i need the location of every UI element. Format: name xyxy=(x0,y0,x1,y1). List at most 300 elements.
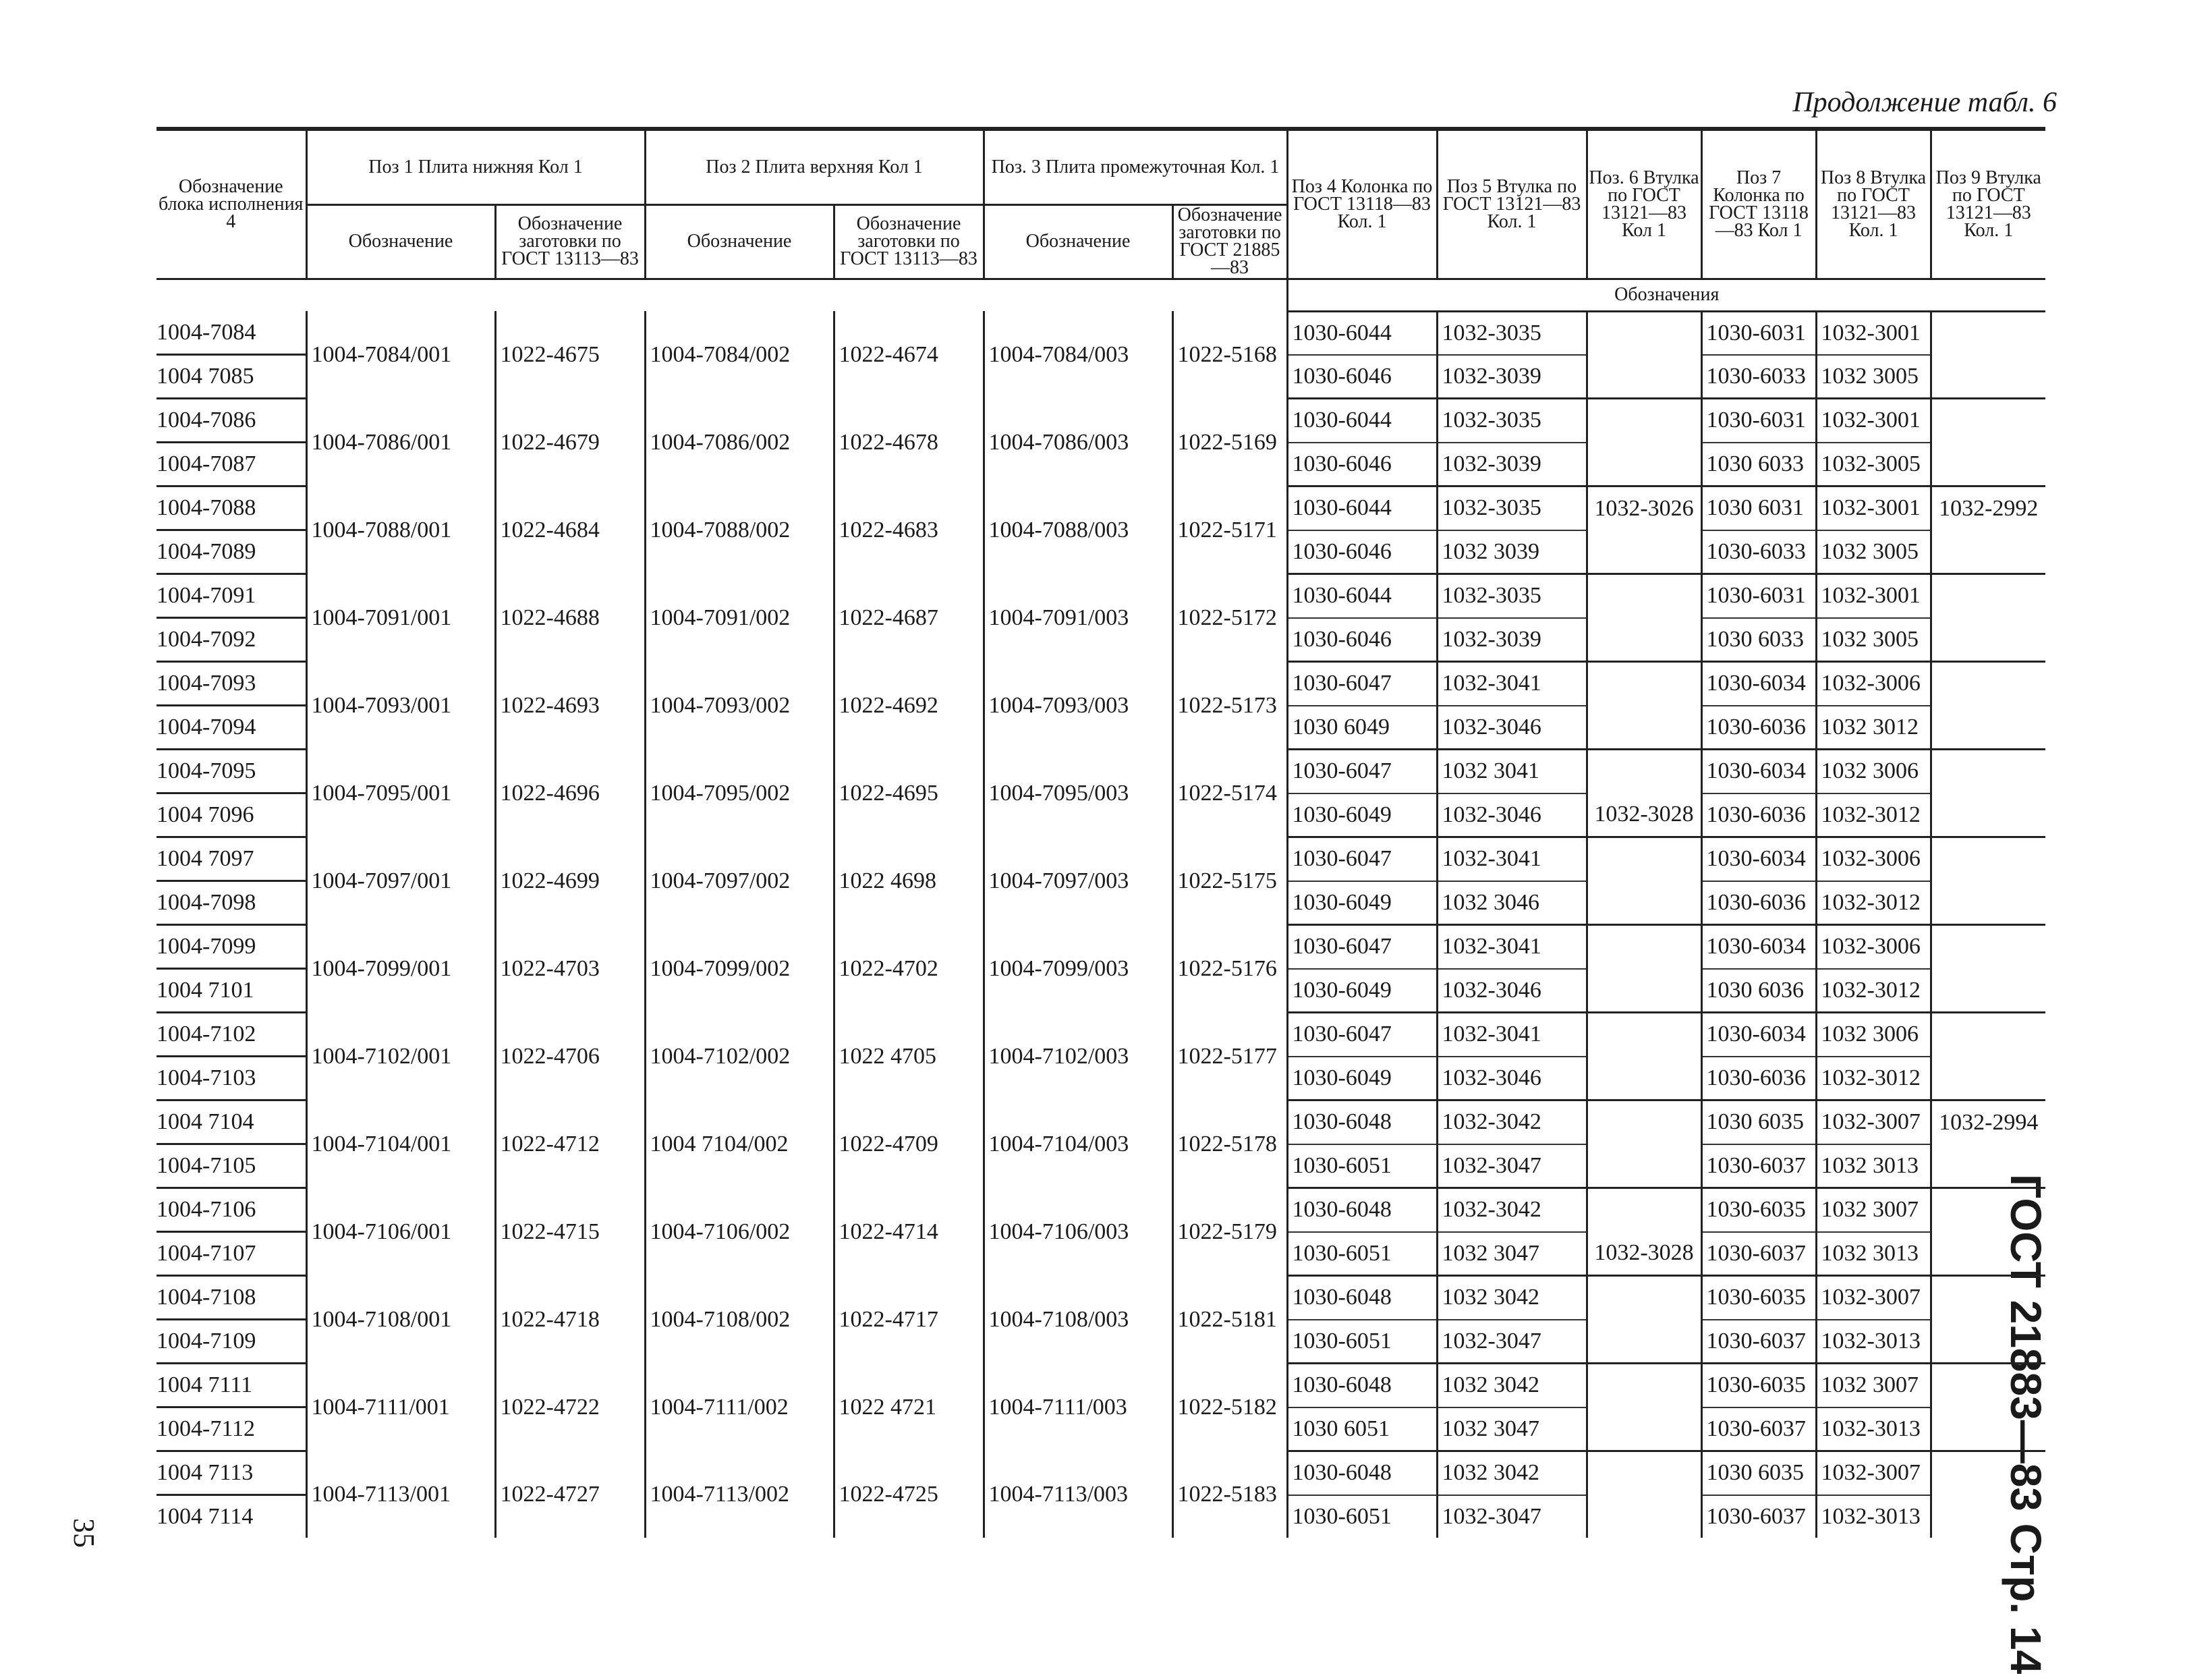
cell-r19-c0: 1004-7105 xyxy=(157,1144,306,1188)
cell-r9-c0: 1004-7094 xyxy=(157,706,306,750)
cell-r14-c0: 1004-7099 xyxy=(157,925,306,969)
cell-r25-c7: 1030 6051 xyxy=(1287,1407,1437,1451)
cell-r21-c0: 1004-7107 xyxy=(157,1232,306,1276)
cell-r16-c7: 1030-6047 xyxy=(1287,1013,1437,1057)
cell-r13-c9 xyxy=(1587,881,1701,925)
cell-r15-c10: 1030 6036 xyxy=(1701,969,1816,1013)
cell-r26-c0: 1004 7113 xyxy=(157,1451,306,1495)
cell-r10-c10: 1030-6034 xyxy=(1701,750,1816,793)
cell-r18-c10: 1030 6035 xyxy=(1701,1100,1816,1144)
cell-r6-c11: 1032-3001 xyxy=(1816,574,1931,618)
cell-r5-c9 xyxy=(1587,530,1701,574)
cell-r0-c10: 1030-6031 xyxy=(1701,311,1816,355)
cell-r22-c4: 1022-4717 xyxy=(834,1276,984,1364)
cell-r0-c2: 1022-4675 xyxy=(495,311,645,399)
cell-r6-c7: 1030-6044 xyxy=(1287,574,1437,618)
cell-r23-c10: 1030-6037 xyxy=(1701,1320,1816,1364)
cell-r14-c3: 1004-7099/002 xyxy=(645,925,834,1013)
cell-r17-c11: 1032-3012 xyxy=(1816,1057,1931,1100)
cell-r22-c6: 1022-5181 xyxy=(1172,1276,1287,1364)
cell-r19-c10: 1030-6037 xyxy=(1701,1144,1816,1188)
cell-r10-c1: 1004-7095/001 xyxy=(306,750,495,837)
cell-r6-c1: 1004-7091/001 xyxy=(306,574,495,662)
cell-r8-c8: 1032-3041 xyxy=(1437,662,1587,706)
cell-r9-c12 xyxy=(1931,706,2045,750)
cell-r18-c3: 1004 7104/002 xyxy=(645,1100,834,1188)
cell-r18-c5: 1004-7104/003 xyxy=(984,1100,1172,1188)
cell-r15-c8: 1032-3046 xyxy=(1437,969,1587,1013)
cell-r2-c2: 1022-4679 xyxy=(495,399,645,486)
header-pos2-designation: Обозначение xyxy=(645,204,834,279)
cell-r8-c6: 1022-5173 xyxy=(1172,662,1287,750)
cell-r16-c2: 1022-4706 xyxy=(495,1013,645,1100)
cell-r19-c12 xyxy=(1931,1144,2045,1188)
cell-r18-c6: 1022-5178 xyxy=(1172,1100,1287,1188)
cell-r6-c2: 1022-4688 xyxy=(495,574,645,662)
header-pos4: Поз 4 Колонка по ГОСТ 13118—83 Кол. 1 xyxy=(1287,129,1437,279)
cell-r27-c8: 1032-3047 xyxy=(1437,1495,1587,1538)
cell-r6-c4: 1022-4687 xyxy=(834,574,984,662)
cell-r24-c3: 1004-7111/002 xyxy=(645,1364,834,1451)
cell-r4-c11: 1032-3001 xyxy=(1816,486,1931,530)
cell-r16-c3: 1004-7102/002 xyxy=(645,1013,834,1100)
cell-r18-c2: 1022-4712 xyxy=(495,1100,645,1188)
cell-r26-c7: 1030-6048 xyxy=(1287,1451,1437,1495)
cell-r2-c9 xyxy=(1587,399,1701,443)
cell-r16-c11: 1032 3006 xyxy=(1816,1013,1931,1057)
header-pos1: Поз 1 Плита нижняя Кол 1 xyxy=(306,129,645,204)
cell-r8-c12 xyxy=(1931,662,2045,706)
cell-r25-c12 xyxy=(1931,1407,2045,1451)
cell-r6-c0: 1004-7091 xyxy=(157,574,306,618)
cell-r0-c4: 1022-4674 xyxy=(834,311,984,399)
cell-r6-c5: 1004-7091/003 xyxy=(984,574,1172,662)
cell-r17-c12 xyxy=(1931,1057,2045,1100)
cell-r0-c3: 1004-7084/002 xyxy=(645,311,834,399)
cell-r2-c7: 1030-6044 xyxy=(1287,399,1437,443)
cell-r27-c11: 1032-3013 xyxy=(1816,1495,1931,1538)
cell-r4-c8: 1032-3035 xyxy=(1437,486,1587,530)
cell-r1-c0: 1004 7085 xyxy=(157,355,306,399)
cell-r14-c12 xyxy=(1931,925,2045,969)
cell-r20-c9 xyxy=(1587,1188,1701,1232)
cell-r8-c11: 1032-3006 xyxy=(1816,662,1931,706)
cell-r26-c10: 1030 6035 xyxy=(1701,1451,1816,1495)
cell-r26-c9 xyxy=(1587,1451,1701,1495)
cell-r22-c10: 1030-6035 xyxy=(1701,1276,1816,1320)
cell-r5-c12 xyxy=(1931,530,2045,574)
cell-r10-c11: 1032 3006 xyxy=(1816,750,1931,793)
cell-r0-c11: 1032-3001 xyxy=(1816,311,1931,355)
cell-r14-c10: 1030-6034 xyxy=(1701,925,1816,969)
cell-r24-c5: 1004-7111/003 xyxy=(984,1364,1172,1451)
cell-r22-c2: 1022-4718 xyxy=(495,1276,645,1364)
cell-r17-c0: 1004-7103 xyxy=(157,1057,306,1100)
cell-r12-c3: 1004-7097/002 xyxy=(645,837,834,925)
cell-r11-c8: 1032-3046 xyxy=(1437,793,1587,837)
cell-r19-c9 xyxy=(1587,1144,1701,1188)
cell-r14-c7: 1030-6047 xyxy=(1287,925,1437,969)
cell-r24-c11: 1032 3007 xyxy=(1816,1364,1931,1407)
cell-r26-c5: 1004-7113/003 xyxy=(984,1451,1172,1538)
cell-r4-c0: 1004-7088 xyxy=(157,486,306,530)
cell-r18-c7: 1030-6048 xyxy=(1287,1100,1437,1144)
table-row xyxy=(157,750,2045,793)
cell-r5-c10: 1030-6033 xyxy=(1701,530,1816,574)
table-row xyxy=(157,1188,2045,1232)
cell-r8-c0: 1004-7093 xyxy=(157,662,306,706)
cell-r3-c11: 1032-3005 xyxy=(1816,443,1931,486)
table-row xyxy=(157,1451,2045,1495)
cell-r7-c8: 1032-3039 xyxy=(1437,618,1587,662)
cell-r0-c7: 1030-6044 xyxy=(1287,311,1437,355)
cell-r25-c8: 1032 3047 xyxy=(1437,1407,1587,1451)
cell-r0-c5: 1004-7084/003 xyxy=(984,311,1172,399)
cell-r24-c6: 1022-5182 xyxy=(1172,1364,1287,1451)
cell-r6-c10: 1030-6031 xyxy=(1701,574,1816,618)
cell-r22-c12 xyxy=(1931,1276,2045,1320)
cell-r17-c8: 1032-3046 xyxy=(1437,1057,1587,1100)
cell-r2-c1: 1004-7086/001 xyxy=(306,399,495,486)
cell-r6-c6: 1022-5172 xyxy=(1172,574,1287,662)
cell-r26-c4: 1022-4725 xyxy=(834,1451,984,1538)
table-row xyxy=(157,925,2045,969)
cell-r8-c5: 1004-7093/003 xyxy=(984,662,1172,750)
cell-r14-c1: 1004-7099/001 xyxy=(306,925,495,1013)
cell-r16-c12 xyxy=(1931,1013,2045,1057)
cell-r25-c11: 1032-3013 xyxy=(1816,1407,1931,1451)
cell-r24-c1: 1004-7111/001 xyxy=(306,1364,495,1451)
cell-r2-c0: 1004-7086 xyxy=(157,399,306,443)
cell-r24-c9 xyxy=(1587,1364,1701,1407)
side-standard-title: ГОСТ 21883—83 Стр. 14 xyxy=(2002,1174,2050,1674)
cell-r4-c6: 1022-5171 xyxy=(1172,486,1287,574)
cell-r17-c7: 1030-6049 xyxy=(1287,1057,1437,1100)
cell-r26-c11: 1032-3007 xyxy=(1816,1451,1931,1495)
cell-r4-c1: 1004-7088/001 xyxy=(306,486,495,574)
cell-r6-c3: 1004-7091/002 xyxy=(645,574,834,662)
table-row xyxy=(157,399,2045,443)
cell-r16-c10: 1030-6034 xyxy=(1701,1013,1816,1057)
table-row xyxy=(157,662,2045,706)
header-pos6: Поз. 6 Втулка по ГОСТ 13121—83 Кол 1 xyxy=(1587,129,1701,279)
table-body xyxy=(157,311,2045,1538)
cell-r4-c7: 1030-6044 xyxy=(1287,486,1437,530)
cell-r26-c8: 1032 3042 xyxy=(1437,1451,1587,1495)
header-designations: Обозначения xyxy=(1287,279,2045,311)
cell-r23-c9 xyxy=(1587,1320,1701,1364)
header-pos3-blank: Обозначение заготовки по ГОСТ 21885—83 xyxy=(1172,204,1287,279)
cell-r20-c7: 1030-6048 xyxy=(1287,1188,1437,1232)
cell-r21-c9: 1032-3028 xyxy=(1587,1232,1701,1276)
cell-r8-c3: 1004-7093/002 xyxy=(645,662,834,750)
cell-r16-c5: 1004-7102/003 xyxy=(984,1013,1172,1100)
cell-r16-c4: 1022 4705 xyxy=(834,1013,984,1100)
cell-r24-c8: 1032 3042 xyxy=(1437,1364,1587,1407)
cell-r15-c12 xyxy=(1931,969,2045,1013)
cell-r5-c8: 1032 3039 xyxy=(1437,530,1587,574)
cell-r13-c8: 1032 3046 xyxy=(1437,881,1587,925)
cell-r8-c1: 1004-7093/001 xyxy=(306,662,495,750)
cell-r21-c8: 1032 3047 xyxy=(1437,1232,1587,1276)
cell-r27-c12 xyxy=(1931,1495,2045,1538)
cell-r18-c4: 1022-4709 xyxy=(834,1100,984,1188)
cell-r16-c1: 1004-7102/001 xyxy=(306,1013,495,1100)
cell-r12-c8: 1032-3041 xyxy=(1437,837,1587,881)
cell-r12-c12 xyxy=(1931,837,2045,881)
cell-r2-c11: 1032-3001 xyxy=(1816,399,1931,443)
cell-r23-c12 xyxy=(1931,1320,2045,1364)
cell-r15-c11: 1032-3012 xyxy=(1816,969,1931,1013)
cell-r19-c8: 1032-3047 xyxy=(1437,1144,1587,1188)
cell-r2-c10: 1030-6031 xyxy=(1701,399,1816,443)
cell-r18-c8: 1032-3042 xyxy=(1437,1100,1587,1144)
cell-r4-c4: 1022-4683 xyxy=(834,486,984,574)
table-row xyxy=(157,1013,2045,1057)
cell-r4-c2: 1022-4684 xyxy=(495,486,645,574)
cell-r5-c11: 1032 3005 xyxy=(1816,530,1931,574)
cell-r21-c12 xyxy=(1931,1232,2045,1276)
cell-r3-c7: 1030-6046 xyxy=(1287,443,1437,486)
cell-r20-c6: 1022-5179 xyxy=(1172,1188,1287,1276)
cell-r3-c10: 1030 6033 xyxy=(1701,443,1816,486)
cell-r1-c8: 1032-3039 xyxy=(1437,355,1587,399)
cell-r12-c4: 1022 4698 xyxy=(834,837,984,925)
cell-r13-c12 xyxy=(1931,881,2045,925)
cell-r15-c0: 1004 7101 xyxy=(157,969,306,1013)
cell-r7-c10: 1030 6033 xyxy=(1701,618,1816,662)
cell-r24-c10: 1030-6035 xyxy=(1701,1364,1816,1407)
cell-r18-c12: 1032-2994 xyxy=(1931,1100,2045,1144)
cell-r8-c9 xyxy=(1587,662,1701,706)
cell-r2-c8: 1032-3035 xyxy=(1437,399,1587,443)
cell-r15-c9 xyxy=(1587,969,1701,1013)
cell-r10-c5: 1004-7095/003 xyxy=(984,750,1172,837)
cell-r5-c0: 1004-7089 xyxy=(157,530,306,574)
cell-r14-c9 xyxy=(1587,925,1701,969)
cell-r17-c10: 1030-6036 xyxy=(1701,1057,1816,1100)
cell-r6-c12 xyxy=(1931,574,2045,618)
cell-r22-c7: 1030-6048 xyxy=(1287,1276,1437,1320)
cell-r1-c7: 1030-6046 xyxy=(1287,355,1437,399)
cell-r9-c9 xyxy=(1587,706,1701,750)
cell-r21-c7: 1030-6051 xyxy=(1287,1232,1437,1276)
cell-r10-c6: 1022-5174 xyxy=(1172,750,1287,837)
cell-r11-c12 xyxy=(1931,793,2045,837)
cell-r21-c11: 1032 3013 xyxy=(1816,1232,1931,1276)
cell-r22-c8: 1032 3042 xyxy=(1437,1276,1587,1320)
cell-r11-c9: 1032-3028 xyxy=(1587,793,1701,837)
cell-r12-c0: 1004 7097 xyxy=(157,837,306,881)
cell-r6-c9 xyxy=(1587,574,1701,618)
cell-r27-c10: 1030-6037 xyxy=(1701,1495,1816,1538)
cell-r1-c9 xyxy=(1587,355,1701,399)
header-pos8: Поз 8 Втулка по ГОСТ 13121—83 Кол. 1 xyxy=(1816,129,1931,279)
cell-r9-c10: 1030-6036 xyxy=(1701,706,1816,750)
cell-r15-c7: 1030-6049 xyxy=(1287,969,1437,1013)
cell-r13-c0: 1004-7098 xyxy=(157,881,306,925)
cell-r3-c0: 1004-7087 xyxy=(157,443,306,486)
cell-r8-c2: 1022-4693 xyxy=(495,662,645,750)
cell-r7-c0: 1004-7092 xyxy=(157,618,306,662)
cell-r9-c11: 1032 3012 xyxy=(1816,706,1931,750)
cell-r10-c0: 1004-7095 xyxy=(157,750,306,793)
cell-r25-c0: 1004-7112 xyxy=(157,1407,306,1451)
cell-r2-c4: 1022-4678 xyxy=(834,399,984,486)
header-pos9: Поз 9 Втулка по ГОСТ 13121—83 Кол. 1 xyxy=(1931,129,2045,279)
cell-r10-c4: 1022-4695 xyxy=(834,750,984,837)
cell-r7-c12 xyxy=(1931,618,2045,662)
cell-r16-c0: 1004-7102 xyxy=(157,1013,306,1057)
cell-r4-c3: 1004-7088/002 xyxy=(645,486,834,574)
cell-r4-c5: 1004-7088/003 xyxy=(984,486,1172,574)
cell-r12-c2: 1022-4699 xyxy=(495,837,645,925)
cell-r2-c5: 1004-7086/003 xyxy=(984,399,1172,486)
cell-r25-c9 xyxy=(1587,1407,1701,1451)
table-row xyxy=(157,311,2045,355)
specification-table xyxy=(157,127,2045,1538)
cell-r20-c11: 1032 3007 xyxy=(1816,1188,1931,1232)
cell-r22-c3: 1004-7108/002 xyxy=(645,1276,834,1364)
cell-r4-c10: 1030 6031 xyxy=(1701,486,1816,530)
cell-r20-c4: 1022-4714 xyxy=(834,1188,984,1276)
cell-r18-c0: 1004 7104 xyxy=(157,1100,306,1144)
cell-r10-c9 xyxy=(1587,750,1701,793)
table-row xyxy=(157,574,2045,618)
cell-r14-c11: 1032-3006 xyxy=(1816,925,1931,969)
cell-r4-c12: 1032-2992 xyxy=(1931,486,2045,530)
cell-r24-c4: 1022 4721 xyxy=(834,1364,984,1451)
cell-r20-c10: 1030-6035 xyxy=(1701,1188,1816,1232)
cell-r27-c7: 1030-6051 xyxy=(1287,1495,1437,1538)
cell-r20-c8: 1032-3042 xyxy=(1437,1188,1587,1232)
cell-r10-c7: 1030-6047 xyxy=(1287,750,1437,793)
cell-r22-c0: 1004-7108 xyxy=(157,1276,306,1320)
cell-r16-c8: 1032-3041 xyxy=(1437,1013,1587,1057)
cell-r14-c2: 1022-4703 xyxy=(495,925,645,1013)
cell-r11-c11: 1032-3012 xyxy=(1816,793,1931,837)
cell-r23-c11: 1032-3013 xyxy=(1816,1320,1931,1364)
table-row xyxy=(157,1364,2045,1407)
cell-r1-c10: 1030-6033 xyxy=(1701,355,1816,399)
cell-r9-c7: 1030 6049 xyxy=(1287,706,1437,750)
cell-r12-c1: 1004-7097/001 xyxy=(306,837,495,925)
cell-r24-c0: 1004 7111 xyxy=(157,1364,306,1407)
cell-r8-c10: 1030-6034 xyxy=(1701,662,1816,706)
cell-r13-c10: 1030-6036 xyxy=(1701,881,1816,925)
cell-r1-c11: 1032 3005 xyxy=(1816,355,1931,399)
header-pos2: Поз 2 Плита верхняя Кол 1 xyxy=(645,129,984,204)
cell-r20-c1: 1004-7106/001 xyxy=(306,1188,495,1276)
cell-r16-c9 xyxy=(1587,1013,1701,1057)
cell-r23-c8: 1032-3047 xyxy=(1437,1320,1587,1364)
cell-r24-c2: 1022-4722 xyxy=(495,1364,645,1451)
cell-r10-c2: 1022-4696 xyxy=(495,750,645,837)
cell-r20-c5: 1004-7106/003 xyxy=(984,1188,1172,1276)
cell-r0-c0: 1004-7084 xyxy=(157,311,306,355)
header-spacer xyxy=(157,279,1287,311)
cell-r14-c5: 1004-7099/003 xyxy=(984,925,1172,1013)
cell-r24-c12 xyxy=(1931,1364,2045,1407)
cell-r13-c11: 1032-3012 xyxy=(1816,881,1931,925)
cell-r14-c8: 1032-3041 xyxy=(1437,925,1587,969)
cell-r18-c1: 1004-7104/001 xyxy=(306,1100,495,1188)
cell-r3-c8: 1032-3039 xyxy=(1437,443,1587,486)
table-row xyxy=(157,1276,2045,1320)
header-pos5: Поз 5 Втулка по ГОСТ 13121—83 Кол. 1 xyxy=(1437,129,1587,279)
cell-r6-c8: 1032-3035 xyxy=(1437,574,1587,618)
cell-r2-c12 xyxy=(1931,399,2045,443)
cell-r0-c1: 1004-7084/001 xyxy=(306,311,495,399)
cell-r12-c9 xyxy=(1587,837,1701,881)
cell-r17-c9 xyxy=(1587,1057,1701,1100)
cell-r7-c11: 1032 3005 xyxy=(1816,618,1931,662)
cell-r26-c6: 1022-5183 xyxy=(1172,1451,1287,1538)
cell-r0-c6: 1022-5168 xyxy=(1172,311,1287,399)
cell-r10-c12 xyxy=(1931,750,2045,793)
cell-r18-c9 xyxy=(1587,1100,1701,1144)
cell-r10-c3: 1004-7095/002 xyxy=(645,750,834,837)
cell-r12-c10: 1030-6034 xyxy=(1701,837,1816,881)
cell-r26-c1: 1004-7113/001 xyxy=(306,1451,495,1538)
cell-r9-c8: 1032-3046 xyxy=(1437,706,1587,750)
cell-r23-c7: 1030-6051 xyxy=(1287,1320,1437,1364)
cell-r20-c2: 1022-4715 xyxy=(495,1188,645,1276)
cell-r26-c12 xyxy=(1931,1451,2045,1495)
cell-r11-c0: 1004 7096 xyxy=(157,793,306,837)
header-pos2-blank: Обозначение заготовки по ГОСТ 13113—83 xyxy=(834,204,984,279)
cell-r10-c8: 1032 3041 xyxy=(1437,750,1587,793)
cell-r20-c3: 1004-7106/002 xyxy=(645,1188,834,1276)
cell-r3-c9 xyxy=(1587,443,1701,486)
cell-r7-c7: 1030-6046 xyxy=(1287,618,1437,662)
cell-r0-c9 xyxy=(1587,311,1701,355)
cell-r3-c12 xyxy=(1931,443,2045,486)
cell-r1-c12 xyxy=(1931,355,2045,399)
cell-r21-c10: 1030-6037 xyxy=(1701,1232,1816,1276)
cell-r19-c7: 1030-6051 xyxy=(1287,1144,1437,1188)
cell-r19-c11: 1032 3013 xyxy=(1816,1144,1931,1188)
cell-r0-c8: 1032-3035 xyxy=(1437,311,1587,355)
header-block-designation: Обозначение блока исполнения 4 xyxy=(157,129,306,279)
cell-r22-c9 xyxy=(1587,1276,1701,1320)
cell-r8-c4: 1022-4692 xyxy=(834,662,984,750)
cell-r22-c1: 1004-7108/001 xyxy=(306,1276,495,1364)
header-pos7: Поз 7 Колонка по ГОСТ 13118—83 Кол 1 xyxy=(1701,129,1816,279)
cell-r2-c6: 1022-5169 xyxy=(1172,399,1287,486)
cell-r26-c3: 1004-7113/002 xyxy=(645,1451,834,1538)
cell-r20-c0: 1004-7106 xyxy=(157,1188,306,1232)
cell-r22-c11: 1032-3007 xyxy=(1816,1276,1931,1320)
cell-r13-c7: 1030-6049 xyxy=(1287,881,1437,925)
header-pos3-designation: Обозначение xyxy=(984,204,1172,279)
cell-r24-c7: 1030-6048 xyxy=(1287,1364,1437,1407)
cell-r18-c11: 1032-3007 xyxy=(1816,1100,1931,1144)
cell-r26-c2: 1022-4727 xyxy=(495,1451,645,1538)
cell-r7-c9 xyxy=(1587,618,1701,662)
cell-r0-c12 xyxy=(1931,311,2045,355)
cell-r27-c9 xyxy=(1587,1495,1701,1538)
page-number: 35 xyxy=(67,1518,101,1548)
header-pos1-blank: Обозначение заготовки по ГОСТ 13113—83 xyxy=(495,204,645,279)
table-row xyxy=(157,486,2045,530)
cell-r12-c11: 1032-3006 xyxy=(1816,837,1931,881)
cell-r8-c7: 1030-6047 xyxy=(1287,662,1437,706)
cell-r2-c3: 1004-7086/002 xyxy=(645,399,834,486)
table-row xyxy=(157,837,2045,881)
cell-r4-c9: 1032-3026 xyxy=(1587,486,1701,530)
cell-r12-c7: 1030-6047 xyxy=(1287,837,1437,881)
